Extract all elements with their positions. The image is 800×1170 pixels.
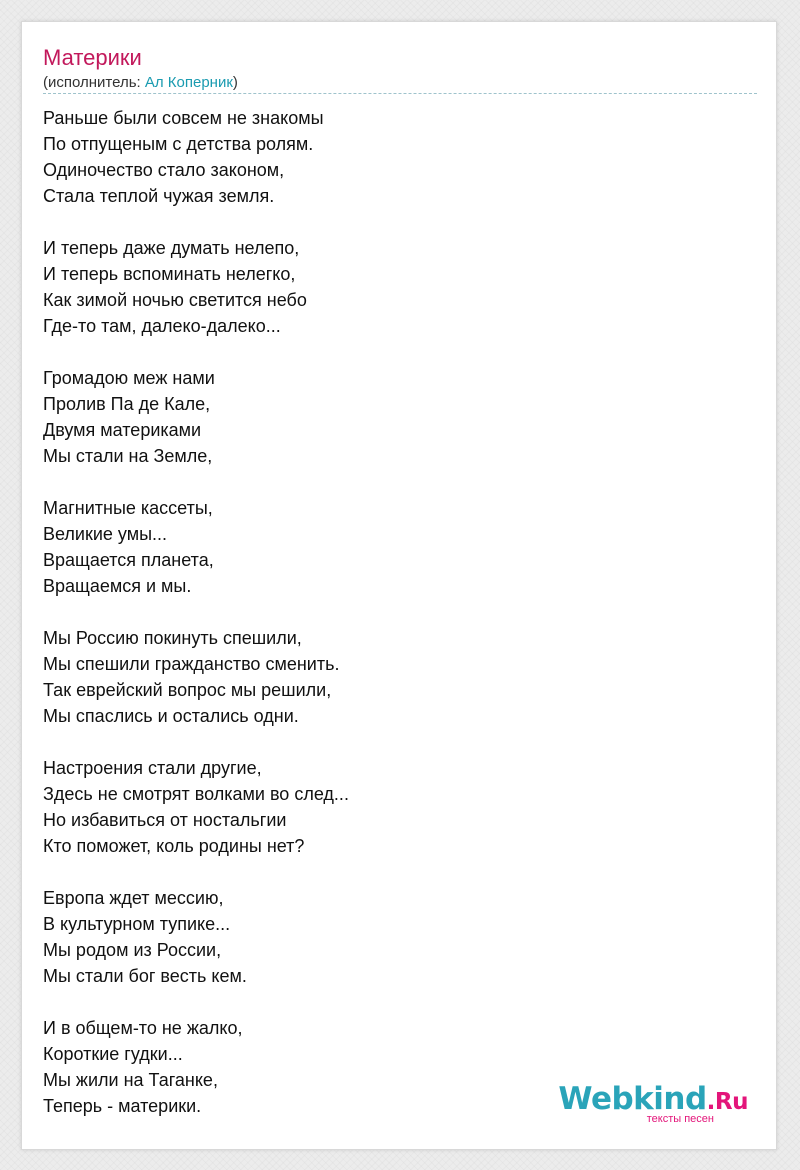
lyrics-line: Но избавиться от ностальгии <box>43 810 287 830</box>
lyrics-line: Вращается планета, <box>43 550 214 570</box>
lyrics-stanza <box>43 365 743 469</box>
lyrics-stanza <box>43 625 743 729</box>
artist-link[interactable]: Ал Коперник <box>144 74 233 91</box>
lyrics-line: Двумя материками <box>43 420 202 440</box>
lyrics-line: Где-то там, далеко-далеко... <box>43 316 281 336</box>
song-title: Материки <box>43 45 142 70</box>
lyrics-line: Стала теплой чужая земля. <box>43 186 275 206</box>
lyrics-line: Громадою меж нами <box>43 368 215 388</box>
lyrics-stanza <box>43 105 743 209</box>
lyrics-line: Пролив Па де Кале, <box>43 394 211 414</box>
lyrics-body <box>43 105 743 1145</box>
lyrics-stanza <box>43 755 743 859</box>
logo-tld: .Ru <box>706 1089 748 1115</box>
lyrics-line: Настроения стали другие, <box>43 758 262 778</box>
lyrics-line: Короткие гудки... <box>43 1044 183 1064</box>
lyrics-line: По отпущеным с детства ролям. <box>43 134 314 154</box>
lyrics-line: Здесь не смотрят волками во след... <box>43 784 349 804</box>
lyrics-line: Европа ждет мессию, <box>43 888 224 908</box>
lyrics-line: В культурном тупике... <box>43 914 231 934</box>
lyrics-line: Мы спешили гражданство сменить. <box>43 654 340 674</box>
lyrics-line: И теперь вспоминать нелегко, <box>43 264 296 284</box>
lyrics-line: Теперь - материки. <box>43 1096 202 1116</box>
lyrics-line: Мы стали на Земле, <box>43 446 213 466</box>
lyrics-line: И в общем-то не жалко, <box>43 1018 243 1038</box>
lyrics-line: Магнитные кассеты, <box>43 498 213 518</box>
lyrics-stanza <box>43 885 743 989</box>
logo-tagline: тексты песен <box>646 1113 714 1125</box>
lyrics-line: Мы спаслись и остались одни. <box>43 706 299 726</box>
artist-suffix: ) <box>232 74 238 91</box>
artist-prefix: (исполнитель: <box>43 74 145 91</box>
lyrics-line: Так еврейский вопрос мы решили, <box>43 680 332 700</box>
lyrics-line: И теперь даже думать нелепо, <box>43 238 300 258</box>
lyrics-line: Раньше были совсем не знакомы <box>43 108 324 128</box>
lyrics-line: Вращаемся и мы. <box>43 576 192 596</box>
lyrics-line: Великие умы... <box>43 524 168 544</box>
lyrics-line: Как зимой ночью светится небо <box>43 290 307 310</box>
artist-line <box>43 73 238 93</box>
webkind-logo <box>558 1081 748 1127</box>
lyrics-line: Одиночество стало законом, <box>43 160 285 180</box>
lyrics-line: Мы родом из России, <box>43 940 222 960</box>
lyrics-card <box>21 21 777 1150</box>
lyrics-line: Мы жили на Таганке, <box>43 1070 218 1090</box>
lyrics-line: Кто поможет, коль родины нет? <box>43 836 305 856</box>
lyrics-stanza <box>43 495 743 599</box>
lyrics-line: Мы стали бог весть кем. <box>43 966 247 986</box>
logo-brand: Webkind <box>558 1081 707 1117</box>
lyrics-stanza <box>43 235 743 339</box>
title-divider <box>43 93 757 94</box>
lyrics-line: Мы Россию покинуть спешили, <box>43 628 302 648</box>
